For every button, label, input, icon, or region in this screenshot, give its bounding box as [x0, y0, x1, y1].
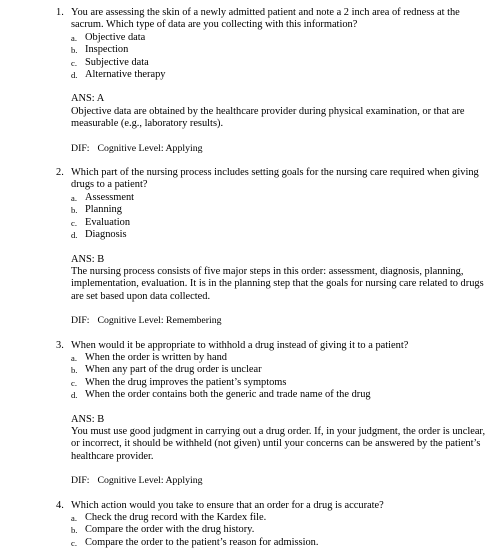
- option-text: Planning: [85, 204, 122, 216]
- question-number: 2.: [56, 167, 64, 179]
- option-letter: a.: [71, 192, 77, 203]
- rationale-text: You must use good judgment in carrying out a drug order. If, in your judgment, the order is unclear, or incorrect, it should be withheld (not given) until your concerns can be answered by the patient’s healthcare provider.: [71, 425, 486, 462]
- option-text: Compare the order with the drug history.: [85, 524, 255, 536]
- option-letter: a.: [71, 32, 77, 43]
- document-page: [0, 7, 500, 549]
- option-text: When the drug improves the patient’s symptoms: [85, 376, 287, 388]
- option-letter: b.: [71, 205, 78, 216]
- option-item: [71, 217, 486, 229]
- difficulty-label: DIF:: [71, 475, 90, 487]
- option-text: When the order is written by hand: [85, 351, 227, 363]
- question-3: [0, 340, 500, 488]
- option-text: Assessment: [85, 191, 135, 203]
- option-text: Compare the order to the patient’s reason for admission.: [85, 536, 319, 548]
- option-item: [71, 204, 486, 216]
- option-item: [71, 32, 486, 44]
- option-letter: b.: [71, 525, 78, 536]
- question-1: [0, 7, 500, 155]
- option-letter: d.: [71, 70, 78, 81]
- option-letter: c.: [71, 537, 77, 548]
- question-number: 1.: [56, 7, 64, 18]
- question-4: [0, 500, 500, 549]
- option-item: [71, 57, 486, 69]
- difficulty-label: DIF:: [71, 142, 90, 154]
- difficulty-line: [71, 475, 486, 487]
- option-item: [71, 524, 486, 536]
- option-text: Subjective data: [85, 56, 149, 68]
- question-stem: You are assessing the skin of a newly admitted patient and note a 2 inch area of redness at the sacrum. Which type of data are you collecting with this information?: [71, 7, 460, 31]
- option-text: Alternative therapy: [85, 69, 166, 81]
- option-text: Diagnosis: [85, 229, 127, 241]
- difficulty-line: [71, 315, 486, 327]
- answer-key: ANS: B: [71, 413, 105, 425]
- question-number: 4.: [56, 499, 64, 511]
- difficulty-label: DIF:: [71, 315, 90, 327]
- option-item: [71, 192, 486, 204]
- answer-key: ANS: B: [71, 253, 105, 265]
- option-letter: a.: [71, 352, 77, 363]
- option-text: Inspection: [85, 44, 129, 56]
- option-letter: a.: [71, 513, 77, 523]
- difficulty-line: [71, 143, 486, 155]
- option-item: [71, 377, 486, 389]
- option-list: [71, 192, 486, 242]
- difficulty-value: Cognitive Level: Applying: [97, 475, 203, 487]
- option-letter: d.: [71, 390, 78, 401]
- option-letter: d.: [71, 230, 78, 241]
- question-stem: Which part of the nursing process includes setting goals for the nursing care required when giving drugs to a patient?: [71, 167, 479, 191]
- question-2: [0, 167, 500, 327]
- option-letter: b.: [71, 365, 78, 376]
- option-item: [71, 352, 486, 364]
- option-letter: c.: [71, 377, 77, 388]
- difficulty-value: Cognitive Level: Applying: [97, 142, 203, 154]
- option-item: [71, 389, 486, 401]
- option-item: [71, 44, 486, 56]
- rationale-text: The nursing process consists of five major steps in this order: assessment, diagnosis, planning, implementation, evaluation. It is in the planning step that the goals for nursing care related to drugs are set based upon data collected.: [71, 265, 484, 302]
- option-text: Evaluation: [85, 216, 131, 228]
- option-list: [71, 352, 486, 402]
- question-number: 3.: [56, 339, 64, 351]
- option-item: [71, 512, 486, 524]
- option-item: [71, 364, 486, 376]
- option-item: [71, 537, 486, 549]
- option-letter: b.: [71, 45, 78, 56]
- question-stem: Which action would you take to ensure that an order for a drug is accurate?: [71, 499, 384, 511]
- option-item: [71, 229, 486, 241]
- option-list: [71, 512, 486, 549]
- option-text: Check the drug record with the Kardex file.: [85, 512, 267, 523]
- answer-key: ANS: A: [71, 93, 105, 105]
- rationale-text: Objective data are obtained by the healthcare provider during physical examination, or that are measurable (e.g., laboratory results).: [71, 105, 465, 130]
- option-text: When any part of the drug order is unclear: [85, 364, 262, 376]
- option-item: [71, 69, 486, 81]
- option-list: [71, 32, 486, 82]
- question-stem: When would it be appropriate to withhold a drug instead of giving it to a patient?: [71, 339, 409, 351]
- difficulty-value: Cognitive Level: Remembering: [97, 315, 222, 327]
- option-letter: c.: [71, 57, 77, 68]
- option-text: Objective data: [85, 31, 146, 43]
- option-text: When the order contains both the generic and trade name of the drug: [85, 389, 371, 401]
- option-letter: c.: [71, 217, 77, 228]
